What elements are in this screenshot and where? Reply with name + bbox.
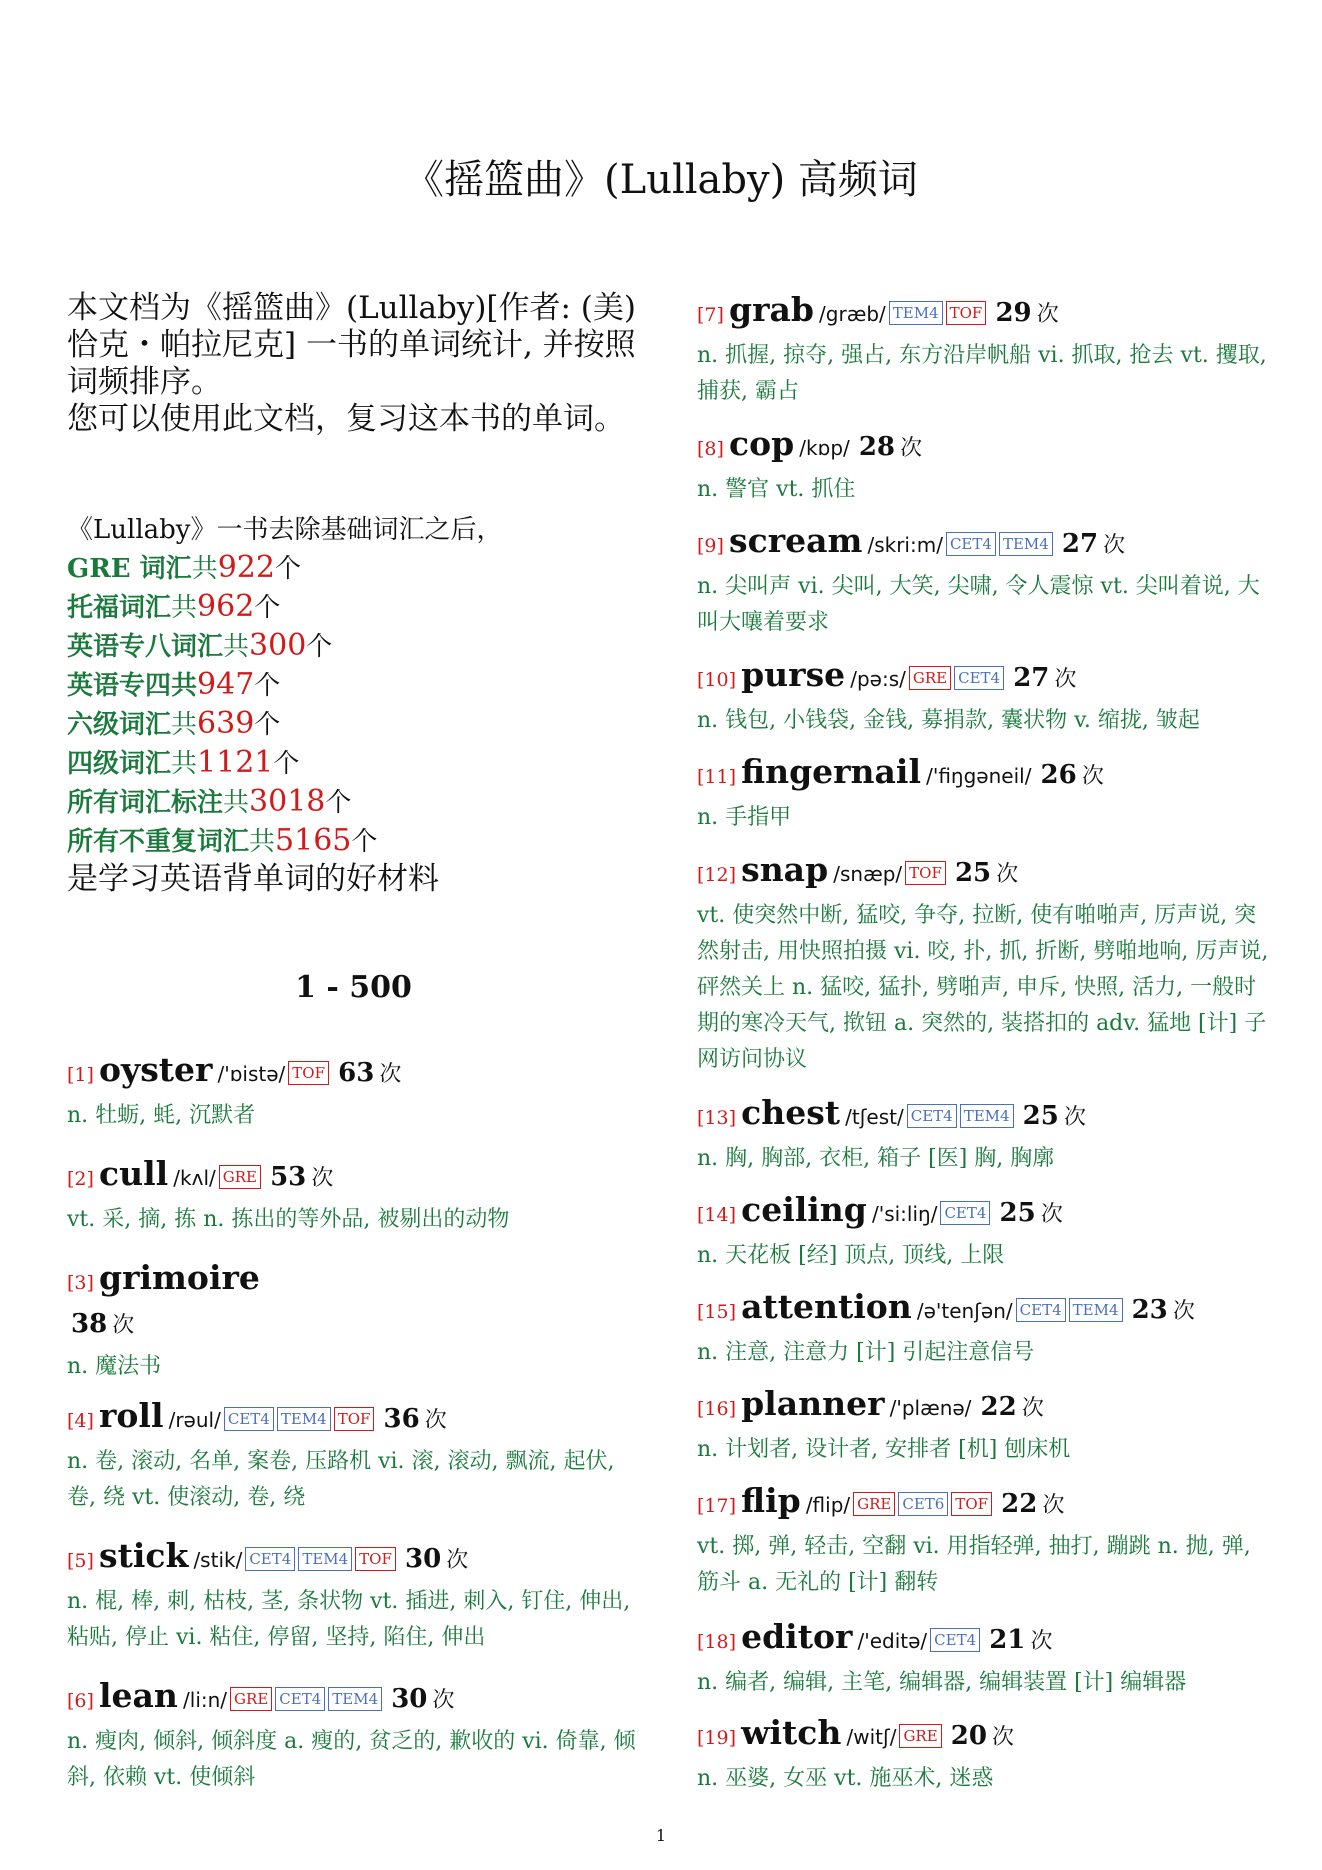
- word-entry: [697, 290, 1277, 410]
- count-unit: 次: [424, 1408, 447, 1433]
- phonetic: /'plænə/: [889, 1396, 972, 1420]
- stats-row: [67, 627, 640, 666]
- entry-index: [1]: [67, 1064, 94, 1086]
- word-count: 36: [383, 1404, 420, 1434]
- word-entry: [697, 1481, 1277, 1601]
- exam-tag: CET4: [1016, 1298, 1066, 1322]
- count-unit: 次: [900, 436, 923, 461]
- entry-head: [697, 1713, 1277, 1759]
- exam-tag: TEM4: [1069, 1298, 1123, 1322]
- definition: vt. 使突然中断, 猛咬, 争夺, 拉断, 使有啪啪声, 厉声说, 突然射击, 用快照拍摄 vi. 咬, 扑, 抓, 折断, 劈啪地响, 厉声说, 砰然关上 n. 猛咬, 猛扑, 劈啪声, 申斥, 快照, 活力, 一般时期的寒冷天气, 揿钮 a. 突然的, 装搭扣的 adv. 猛地 [计] 子网访问协议: [697, 903, 1269, 1072]
- exam-tag: GRE: [853, 1492, 895, 1516]
- word-count: 23: [1131, 1295, 1168, 1325]
- word-entry: [697, 1384, 1277, 1468]
- entry-head: [697, 424, 1277, 470]
- stats-unit: 个: [254, 593, 281, 623]
- page-number: 1: [655, 1826, 667, 1845]
- definition: vt. 掷, 弹, 轻击, 空翻 vi. 用指轻弹, 抽打, 蹦跳 n. 抛, 弹, 筋斗 a. 无礼的 [计] 翻转: [697, 1534, 1251, 1595]
- stats-count: 639: [197, 706, 255, 741]
- entry-head: [697, 752, 1277, 798]
- entry-index: [11]: [697, 766, 737, 788]
- entry-index: [7]: [697, 304, 724, 326]
- headword: grimoire: [99, 1258, 260, 1297]
- headword: planner: [741, 1384, 885, 1423]
- exam-tag: GRE: [230, 1687, 272, 1711]
- phonetic: /kɒp/: [799, 436, 850, 460]
- stats-row: [67, 783, 640, 822]
- exam-tag: TOF: [905, 861, 946, 885]
- stats-gong: 共: [171, 749, 198, 779]
- count-unit: 次: [1063, 1105, 1086, 1130]
- exam-tag: CET4: [275, 1687, 325, 1711]
- word-entry: [67, 1676, 640, 1796]
- exam-tag: TOF: [946, 301, 987, 325]
- definition: n. 魔法书: [67, 1354, 162, 1379]
- entry-index: [14]: [697, 1204, 737, 1226]
- exam-tag: CET4: [946, 532, 996, 556]
- stats-unit: 个: [254, 710, 281, 740]
- entry-index: [15]: [697, 1301, 737, 1323]
- entry-index: [2]: [67, 1168, 94, 1190]
- stats-row: [67, 588, 640, 627]
- entry-head: [67, 1676, 640, 1722]
- count-unit: 次: [1036, 302, 1059, 327]
- headword: lean: [99, 1676, 178, 1715]
- word-entry: [67, 1536, 640, 1656]
- count-unit: 次: [1054, 667, 1077, 692]
- headword: roll: [99, 1396, 164, 1435]
- word-entry: [697, 1093, 1277, 1177]
- stats-count: 300: [249, 628, 307, 663]
- stats-label: 六级词汇: [67, 710, 172, 740]
- entry-head: [67, 1536, 640, 1582]
- headword: editor: [741, 1617, 853, 1656]
- count-unit: 次: [1040, 1202, 1063, 1227]
- entry-index: [18]: [697, 1631, 737, 1653]
- definition: n. 注意, 注意力 [计] 引起注意信号: [697, 1340, 1035, 1365]
- stats-gong: 共: [223, 788, 250, 818]
- exam-tag: CET4: [907, 1104, 957, 1128]
- intro-para-2: 您可以使用此文档，复习这本书的单词。: [67, 401, 625, 437]
- stats-unit: 个: [274, 554, 301, 584]
- stats-row: [67, 666, 640, 705]
- word-entry: [67, 1396, 640, 1516]
- exam-tag: TEM4: [999, 532, 1053, 556]
- stats-row: [67, 744, 640, 783]
- exam-tag: CET4: [245, 1547, 295, 1571]
- entry-head: [697, 655, 1277, 701]
- phonetic: /witʃ/: [846, 1725, 897, 1749]
- exam-tag: TEM4: [960, 1104, 1014, 1128]
- headword: stick: [99, 1536, 189, 1575]
- definition: vt. 采, 摘, 拣 n. 拣出的等外品, 被剔出的动物: [67, 1207, 510, 1232]
- definition: n. 尖叫声 vi. 尖叫, 大笑, 尖啸, 令人震惊 vt. 尖叫着说, 大叫大嚷着要求: [697, 574, 1260, 635]
- phonetic: /pə:s/: [850, 667, 906, 691]
- count-unit: 次: [112, 1313, 135, 1338]
- definition: n. 手指甲: [697, 805, 792, 830]
- exam-tag: TOF: [355, 1547, 396, 1571]
- stats-lead: 《Lullaby》一书去除基础词汇之后，: [67, 515, 503, 545]
- phonetic: /li:n/: [183, 1688, 228, 1712]
- phonetic: /græb/: [819, 302, 886, 326]
- word-count: 29: [995, 298, 1032, 328]
- definition: n. 天花板 [经] 顶点, 顶线, 上限: [697, 1243, 1005, 1268]
- entry-index: [16]: [697, 1398, 737, 1420]
- headword: witch: [741, 1713, 842, 1752]
- exam-tag: CET4: [954, 666, 1004, 690]
- entry-head: [697, 1190, 1277, 1236]
- exam-tag: GRE: [909, 666, 951, 690]
- stats-count: 1121: [197, 745, 274, 780]
- exam-tag: CET6: [898, 1492, 948, 1516]
- entry-index: [5]: [67, 1550, 94, 1572]
- word-count: 25: [1022, 1101, 1059, 1131]
- count-unit: 次: [1021, 1396, 1044, 1421]
- entry-index: [4]: [67, 1410, 94, 1432]
- headword: flip: [741, 1481, 801, 1520]
- headword: cull: [99, 1154, 169, 1193]
- exam-tag: CET4: [224, 1407, 274, 1431]
- word-entry: [697, 521, 1277, 641]
- count-unit: 次: [1081, 764, 1104, 789]
- entry-index: [13]: [697, 1107, 737, 1129]
- stats-row: [67, 705, 640, 744]
- stats-row: [67, 549, 640, 588]
- count-unit: 次: [446, 1548, 469, 1573]
- phonetic: /snæp/: [833, 862, 903, 886]
- word-count: 27: [1013, 663, 1050, 693]
- count-unit: 次: [311, 1166, 334, 1191]
- stats-label: 托福词汇: [67, 593, 172, 623]
- exam-tag: CET4: [930, 1628, 980, 1652]
- word-count: 25: [954, 858, 992, 888]
- entry-head: [697, 1384, 1277, 1430]
- count-unit: 次: [432, 1688, 455, 1713]
- phonetic: /kʌl/: [173, 1166, 216, 1190]
- exam-tag: TEM4: [328, 1687, 382, 1711]
- definition: n. 计划者, 设计者, 安排者 [机] 刨床机: [697, 1437, 1071, 1462]
- word-count: 22: [1001, 1489, 1038, 1519]
- word-entry: [67, 1050, 640, 1134]
- word-count: 21: [989, 1625, 1026, 1655]
- word-entry: [697, 1713, 1277, 1797]
- word-entry: [697, 752, 1277, 836]
- headword: chest: [741, 1093, 841, 1132]
- entry-index: [3]: [67, 1272, 94, 1294]
- stats-unit: 个: [325, 788, 352, 818]
- headword: oyster: [99, 1050, 213, 1089]
- page-title: 《摇篮曲》(Lullaby) 高频词: [404, 157, 918, 203]
- word-count: 26: [1040, 760, 1077, 790]
- entry-head: [697, 1287, 1277, 1333]
- count-unit: 次: [996, 862, 1019, 887]
- headword: scream: [729, 521, 863, 560]
- stats-gong: 共: [171, 710, 198, 740]
- word-entry: [67, 1154, 640, 1238]
- headword: grab: [729, 290, 814, 329]
- entry-head: [697, 1093, 1277, 1139]
- count-unit: 次: [992, 1725, 1015, 1750]
- word-count: 38: [71, 1309, 108, 1339]
- phonetic: /tʃest/: [845, 1105, 904, 1129]
- headword: snap: [741, 850, 829, 889]
- definition: n. 警官 vt. 抓住: [697, 477, 856, 502]
- stats-label: 所有词汇标注: [67, 788, 224, 818]
- definition: n. 巫婆, 女巫 vt. 施巫术, 迷惑: [697, 1766, 994, 1791]
- word-entry: [697, 1190, 1277, 1274]
- definition: n. 胸, 胸部, 衣柜, 箱子 [医] 胸, 胸廓: [697, 1146, 1055, 1171]
- entry-index: [6]: [67, 1690, 94, 1712]
- stats-count: 962: [197, 589, 255, 624]
- entry-head: [697, 1617, 1277, 1663]
- entry-index: [8]: [697, 438, 724, 460]
- stats-label: 英语专八词汇: [67, 632, 224, 662]
- headword: ceiling: [741, 1190, 867, 1229]
- stats-tail: 是学习英语背单词的好材料: [67, 861, 439, 897]
- definition: n. 瘦肉, 倾斜, 倾斜度 a. 瘦的, 贫乏的, 歉收的 vi. 倚靠, 倾斜, 依赖 vt. 使倾斜: [67, 1729, 636, 1790]
- count-unit: 次: [1103, 533, 1126, 558]
- entry-index: [9]: [697, 535, 724, 557]
- vocab-stats: [67, 512, 640, 898]
- entry-head: [697, 521, 1277, 567]
- stats-label: 英语专四共: [67, 671, 198, 701]
- entry-head: [67, 1258, 640, 1304]
- entry-index: [19]: [697, 1727, 737, 1749]
- word-count: 20: [950, 1721, 987, 1751]
- exam-tag: TEM4: [277, 1407, 331, 1431]
- headword: purse: [741, 655, 846, 694]
- exam-tag: GRE: [219, 1165, 261, 1189]
- stats-unit: 个: [273, 749, 300, 779]
- stats-count: 947: [197, 667, 255, 702]
- intro-para-1: 本文档为《摇篮曲》(Lullaby)[作者: (美) 恰克・帕拉尼克] 一书的单词统计, 并按照词频排序。: [67, 290, 636, 400]
- count-unit: 次: [1030, 1629, 1053, 1654]
- word-count: 30: [404, 1544, 442, 1574]
- stats-gong: 共: [171, 593, 198, 623]
- phonetic: /'fiŋgəneil/: [926, 764, 1032, 788]
- definition: n. 抓握, 掠夺, 强占, 东方沿岸帆船 vi. 抓取, 抢去 vt. 攫取, 捕获, 霸占: [697, 343, 1267, 404]
- word-entry: [697, 1617, 1277, 1701]
- exam-tag: TOF: [334, 1407, 375, 1431]
- headword: attention: [741, 1287, 912, 1326]
- stats-gong: 共: [223, 632, 250, 662]
- headword: cop: [729, 424, 795, 463]
- word-count: 53: [270, 1162, 307, 1192]
- stats-count: 922: [217, 550, 275, 585]
- stats-gong: 共: [249, 827, 276, 857]
- stats-count: 3018: [249, 784, 326, 819]
- word-entry: [697, 655, 1277, 739]
- word-count: 25: [999, 1198, 1036, 1228]
- phonetic: /'ɒistə/: [217, 1062, 286, 1086]
- stats-label: 所有不重复词汇: [67, 827, 250, 857]
- entry-head: [67, 1154, 640, 1200]
- stats-unit: 个: [306, 632, 333, 662]
- stats-gong: 共: [191, 554, 218, 584]
- phonetic: /stik/: [193, 1548, 243, 1572]
- phonetic: /rəul/: [168, 1408, 221, 1432]
- headword: fingernail: [741, 752, 921, 791]
- exam-tag: TOF: [288, 1061, 329, 1085]
- stats-unit: 个: [351, 827, 378, 857]
- exam-tag: TEM4: [298, 1547, 352, 1571]
- exam-tag: TOF: [951, 1492, 992, 1516]
- phonetic: /ə'tenʃən/: [916, 1299, 1013, 1323]
- stats-row: [67, 822, 640, 861]
- range-heading: 1 - 500: [295, 970, 412, 1005]
- count-unit: 次: [1172, 1299, 1195, 1324]
- definition: n. 卷, 滚动, 名单, 案卷, 压路机 vi. 滚, 滚动, 飘流, 起伏, 卷, 绕 vt. 使滚动, 卷, 绕: [67, 1449, 615, 1510]
- phonetic: /skri:m/: [867, 533, 943, 557]
- count-unit: 次: [1042, 1493, 1065, 1518]
- definition: n. 牡蛎, 蚝, 沉默者: [67, 1103, 256, 1128]
- intro: [67, 290, 640, 438]
- word-entry: [697, 424, 1277, 508]
- entry-head: [67, 1050, 640, 1096]
- stats-unit: 个: [254, 671, 281, 701]
- word-count: 28: [858, 432, 896, 462]
- entry-head: [697, 850, 1277, 896]
- entry-index: [10]: [697, 669, 737, 691]
- exam-tag: GRE: [899, 1724, 941, 1748]
- word-count: 63: [338, 1058, 375, 1088]
- stats-label: 四级词汇: [67, 749, 172, 779]
- phonetic: /'si:liŋ/: [871, 1202, 938, 1226]
- entry-head: [67, 1396, 640, 1442]
- phonetic: /flip/: [805, 1493, 851, 1517]
- entry-head: [697, 290, 1277, 336]
- count-unit: 次: [379, 1062, 402, 1087]
- entry-index: [17]: [697, 1495, 737, 1517]
- entry-count-line: [67, 1304, 640, 1347]
- stats-count: 5165: [275, 823, 352, 858]
- word-count: 27: [1061, 529, 1099, 559]
- stats-label: GRE 词汇: [67, 554, 192, 584]
- word-count: 30: [391, 1684, 428, 1714]
- word-entry: [697, 1287, 1277, 1371]
- phonetic: /'editə/: [857, 1629, 928, 1653]
- entry-index: [12]: [697, 864, 737, 886]
- word-entry: [697, 850, 1277, 1078]
- definition: n. 棍, 棒, 刺, 枯枝, 茎, 条状物 vt. 插进, 刺入, 钉住, 伸出, 粘贴, 停止 vi. 粘住, 停留, 坚持, 陷住, 伸出: [67, 1589, 631, 1650]
- entry-head: [697, 1481, 1277, 1527]
- exam-tag: TEM4: [889, 301, 943, 325]
- word-count: 22: [980, 1392, 1017, 1422]
- definition: n. 钱包, 小钱袋, 金钱, 募捐款, 囊状物 v. 缩拢, 皱起: [697, 708, 1200, 733]
- exam-tag: CET4: [940, 1201, 990, 1225]
- word-entry: [67, 1258, 640, 1385]
- definition: n. 编者, 编辑, 主笔, 编辑器, 编辑装置 [计] 编辑器: [697, 1670, 1187, 1695]
